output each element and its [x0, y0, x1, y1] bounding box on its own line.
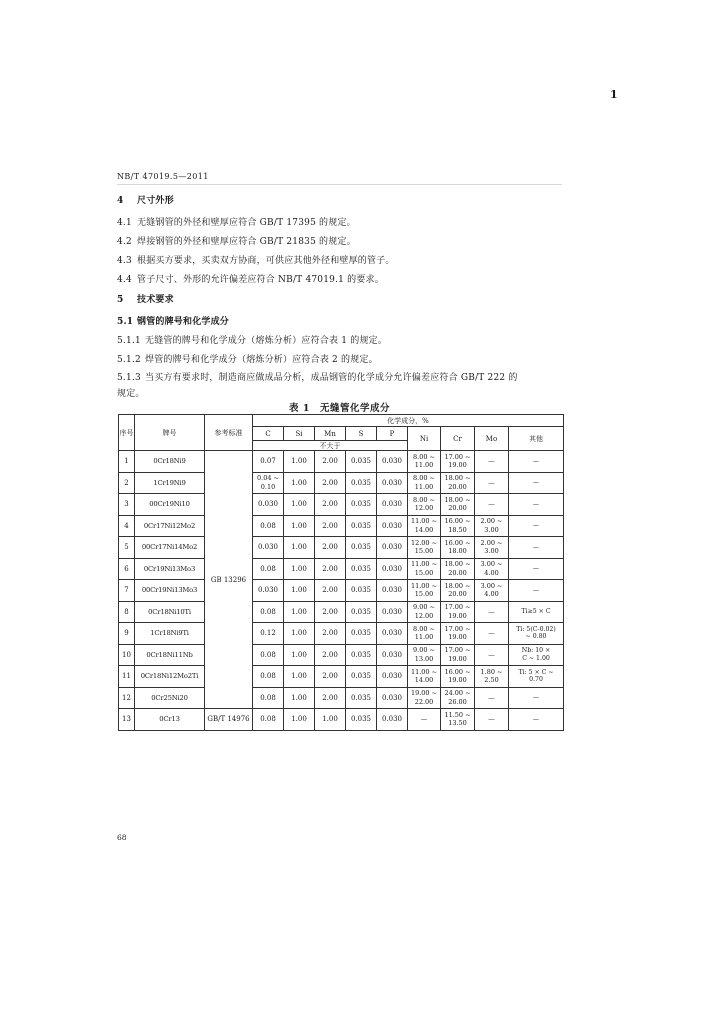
cell-mo-line: 3.00 ~ [480, 581, 503, 590]
table-row [119, 494, 564, 516]
cell-seq: 11 [119, 666, 135, 688]
cell-other [509, 644, 564, 666]
table-row [119, 451, 564, 473]
cell-mo-line: — [488, 650, 495, 659]
cell-mo-line: 3.00 [484, 547, 499, 556]
corner-mark: 1 [610, 88, 618, 101]
cell-cr [441, 666, 475, 688]
cell-s: 0.035 [346, 623, 377, 645]
cell-other [509, 472, 564, 494]
cell-ni [408, 666, 441, 688]
cell-grade: 0Cr17Ni12Mo2 [135, 515, 205, 537]
cell-mo [475, 687, 509, 709]
cell-p: 0.030 [377, 623, 408, 645]
cell-cr-line: 20.00 [448, 482, 467, 491]
clause-text: 焊接钢管的外径和壁厚应符合 GB/T 21835 的规定。 [137, 237, 356, 247]
cell-grade: 0Cr25Ni20 [135, 687, 205, 709]
cell-other-line: — [532, 586, 540, 594]
cell-cr-line: 18.00 [448, 547, 467, 556]
header-not-more-than: 不大于 [253, 441, 408, 451]
cell-cr [441, 601, 475, 623]
cell-cr [441, 451, 475, 473]
cell-seq: 5 [119, 537, 135, 559]
cell-other-line: Nb: 10 × [521, 647, 551, 655]
cell-p: 0.030 [377, 451, 408, 473]
cell-ni-line: 11.00 ~ [410, 517, 438, 526]
cell-ni-line: 15.00 [414, 568, 434, 577]
header-rule [117, 184, 562, 185]
header-ni: Ni [408, 427, 441, 451]
table-row [119, 558, 564, 580]
cell-ni-line: — [420, 715, 428, 723]
cell-ni-line: 11.00 ~ [410, 581, 438, 590]
cell-p: 0.030 [377, 537, 408, 559]
cell-mo-line: — [488, 457, 495, 465]
cell-mn: 2.00 [315, 558, 346, 580]
cell-other [509, 601, 564, 623]
cell-seq: 8 [119, 601, 135, 623]
cell-grade: 1Cr18Ni9Ti [135, 623, 205, 645]
cell-mn: 2.00 [315, 472, 346, 494]
cell-other-line: — [532, 479, 540, 486]
cell-standard: GB/T 14976 [205, 709, 253, 731]
cell-cr [441, 580, 475, 602]
cell-other-line: Ti: 5 × C ~ [518, 668, 554, 676]
cell-ni [408, 494, 441, 516]
cell-ni-line: 14.00 [414, 676, 434, 685]
header-other: 其他 [509, 427, 564, 451]
cell-p: 0.030 [377, 472, 408, 494]
cell-other-line: — [532, 457, 540, 465]
cell-seq: 7 [119, 580, 135, 602]
cell-seq: 1 [119, 451, 135, 473]
clause-number: 5.1.2 [117, 355, 141, 365]
cell-other [509, 451, 564, 473]
cell-mo [475, 623, 509, 645]
cell-cr-line: 16.00 ~ [444, 667, 471, 676]
cell-mn: 2.00 [315, 623, 346, 645]
cell-ni-line: 11.00 [414, 482, 434, 491]
cell-s: 0.035 [346, 601, 377, 623]
cell-cr [441, 472, 475, 494]
chemical-composition-table [118, 414, 564, 731]
cell-si: 1.00 [284, 515, 315, 537]
cell-p: 0.030 [377, 494, 408, 516]
cell-cr-line: 16.00 ~ [444, 517, 471, 526]
cell-si: 1.00 [284, 666, 315, 688]
cell-seq: 4 [119, 515, 135, 537]
cell-ni-line: 9.00 ~ [413, 646, 435, 655]
cell-s: 0.035 [346, 558, 377, 580]
cell-cr-line: 13.50 [448, 719, 467, 728]
cell-si: 1.00 [284, 537, 315, 559]
text-line [117, 314, 229, 327]
cell-mo-line: 3.00 [484, 525, 499, 534]
clause-text: 当买方有要求时，制造商应做成品分析，成品钢管的化学成分允许偏差应符合 GB/T 222 的 [145, 373, 518, 383]
cell-ni-line: 8.00 ~ [413, 474, 435, 483]
cell-ni-line: 19.00 ~ [410, 689, 438, 698]
clause-number: 4 [117, 196, 124, 206]
header-cr: Cr [441, 427, 475, 451]
header-mo: Mo [475, 427, 509, 451]
cell-ni [408, 687, 441, 709]
cell-c: 0.07 [253, 451, 284, 473]
header-seq: 序号 [119, 415, 135, 451]
cell-seq: 3 [119, 494, 135, 516]
cell-mo [475, 537, 509, 559]
cell-cr-line: 17.00 ~ [444, 624, 471, 633]
cell-grade: 0Cr18Ni12Mo2Ti [135, 666, 205, 688]
text-line [117, 193, 174, 206]
cell-cr-line: 20.00 [448, 504, 467, 513]
cell-seq: 2 [119, 472, 135, 494]
cell-si: 1.00 [284, 558, 315, 580]
cell-ni [408, 472, 441, 494]
cell-c: 0.08 [253, 644, 284, 666]
text-line [117, 333, 387, 346]
cell-s: 0.035 [346, 709, 377, 731]
cell-ni-line: 12.00 [414, 504, 434, 513]
text-line [117, 370, 518, 383]
cell-ni [408, 644, 441, 666]
cell-mo-line: — [488, 693, 495, 702]
cell-mo [475, 451, 509, 473]
cell-cr-line: 19.00 [448, 611, 467, 620]
cell-cr-line: 19.00 [448, 654, 467, 663]
clause-number: 4.3 [117, 256, 132, 266]
cell-mo-line: — [488, 629, 495, 637]
cell-c: 0.08 [253, 687, 284, 709]
table-row [119, 666, 564, 688]
cell-mo [475, 472, 509, 494]
cell-mo [475, 601, 509, 623]
text-line [117, 386, 145, 399]
cell-mo [475, 644, 509, 666]
header-mn: Mn [315, 427, 346, 441]
cell-other-line: — [532, 543, 540, 551]
table-row [119, 623, 564, 645]
cell-s: 0.035 [346, 515, 377, 537]
cell-ni-line: 14.00 [414, 525, 434, 534]
cell-c: 0.030 [253, 580, 284, 602]
cell-c: 0.08 [253, 666, 284, 688]
cell-si: 1.00 [284, 580, 315, 602]
cell-cr-line: 19.00 [448, 461, 467, 470]
clause-text: 钢管的牌号和化学成分 [137, 317, 230, 327]
cell-mo-line: 2.00 ~ [480, 517, 503, 526]
cell-p: 0.030 [377, 558, 408, 580]
cell-mo [475, 580, 509, 602]
cell-seq: 13 [119, 709, 135, 731]
cell-c: 0.12 [253, 623, 284, 645]
cell-cr [441, 515, 475, 537]
cell-c: 0.08 [253, 709, 284, 731]
cell-c: 0.030 [253, 494, 284, 516]
clause-number: 5.1.3 [117, 373, 141, 383]
cell-ni-line: 11.00 [414, 633, 434, 642]
header-grade: 牌号 [135, 415, 205, 451]
cell-ni-line: 22.00 [414, 697, 434, 706]
cell-mn: 2.00 [315, 601, 346, 623]
cell-mo-line: 4.00 [484, 568, 499, 577]
cell-ni [408, 601, 441, 623]
cell-other [509, 537, 564, 559]
cell-c [253, 472, 284, 494]
cell-cr [441, 623, 475, 645]
cell-ni [408, 558, 441, 580]
document-header: NB/T 47019.5—2011 [117, 172, 209, 181]
clause-text: 无缝钢管的外径和壁厚应符合 GB/T 17395 的规定。 [137, 218, 356, 228]
cell-ni-line: 11.00 ~ [410, 560, 438, 569]
cell-cr-line: 19.00 [448, 633, 467, 642]
cell-other-line: — [532, 694, 540, 701]
clause-text: 根据买方要求，买卖双方协商，可供应其他外径和壁厚的管子。 [137, 256, 395, 266]
cell-mn: 2.00 [315, 580, 346, 602]
cell-ni-line: 15.00 [414, 590, 434, 599]
cell-mo-line: 4.00 [484, 590, 499, 599]
cell-mo [475, 709, 509, 731]
cell-mn: 2.00 [315, 451, 346, 473]
cell-c: 0.030 [253, 537, 284, 559]
cell-si: 1.00 [284, 451, 315, 473]
cell-ni-line: 11.00 ~ [410, 667, 438, 676]
cell-cr-line: 17.00 ~ [444, 603, 471, 612]
cell-mo [475, 494, 509, 516]
cell-ni [408, 515, 441, 537]
cell-other [509, 558, 564, 580]
cell-grade: 1Cr19Ni9 [135, 472, 205, 494]
header-standard: 参考标准 [205, 415, 253, 451]
header-si: Si [284, 427, 315, 441]
cell-other-line: — [532, 522, 540, 529]
clause-text: 无缝管的牌号和化学成分（熔炼分析）应符合表 1 的规定。 [145, 336, 388, 346]
table-row [119, 709, 564, 731]
cell-s: 0.035 [346, 580, 377, 602]
cell-mo-line: 1.80 ~ [480, 667, 503, 676]
cell-mo [475, 666, 509, 688]
cell-ni-line: 15.00 [414, 547, 434, 556]
cell-seq: 12 [119, 687, 135, 709]
text-line [117, 253, 395, 266]
cell-c-line: 0.04 ~ [257, 474, 279, 483]
clause-number: 5 [117, 295, 124, 305]
cell-cr-line: 20.00 [448, 590, 467, 599]
cell-p: 0.030 [377, 515, 408, 537]
cell-cr-line: 19.00 [448, 676, 467, 685]
cell-mo [475, 515, 509, 537]
table-row [119, 601, 564, 623]
cell-mo-line: 2.00 ~ [480, 538, 503, 547]
cell-ni-line: 8.00 ~ [413, 452, 435, 461]
cell-cr [441, 537, 475, 559]
clause-number: 5.1 [117, 317, 134, 327]
cell-si: 1.00 [284, 601, 315, 623]
cell-other-line: — [532, 500, 540, 508]
cell-s: 0.035 [346, 537, 377, 559]
cell-mo [475, 558, 509, 580]
cell-mo-line: — [488, 500, 495, 508]
header-p: P [377, 427, 408, 441]
cell-s: 0.035 [346, 666, 377, 688]
cell-ni [408, 709, 441, 731]
cell-c: 0.08 [253, 515, 284, 537]
cell-si: 1.00 [284, 687, 315, 709]
page-number: 68 [117, 833, 127, 842]
cell-mn: 2.00 [315, 515, 346, 537]
cell-other [509, 494, 564, 516]
cell-other-line: — [532, 565, 540, 572]
cell-seq: 9 [119, 623, 135, 645]
table-row [119, 515, 564, 537]
cell-grade: 0Cr13 [135, 709, 205, 731]
table-row [119, 644, 564, 666]
cell-cr [441, 494, 475, 516]
cell-s: 0.035 [346, 687, 377, 709]
cell-cr-line: 26.00 [448, 697, 467, 706]
header-c: C [253, 427, 284, 441]
cell-grade: 00Cr17Ni14Mo2 [135, 537, 205, 559]
text-line [117, 215, 356, 228]
clause-text: 尺寸外形 [137, 196, 174, 206]
cell-mn: 2.00 [315, 494, 346, 516]
cell-cr [441, 709, 475, 731]
cell-other-line: C ~ 1.00 [522, 654, 550, 662]
cell-other-line: ~ 0.80 [525, 633, 547, 641]
cell-ni-line: 11.00 [414, 461, 434, 470]
cell-cr-line: 18.00 ~ [444, 495, 471, 504]
cell-other-line: Ti: 5(C-0.02) [516, 625, 556, 633]
cell-cr-line: 18.00 ~ [444, 560, 471, 569]
cell-s: 0.035 [346, 644, 377, 666]
cell-c: 0.08 [253, 558, 284, 580]
cell-cr-line: 18.00 ~ [444, 581, 471, 590]
cell-mo-line: — [488, 607, 495, 616]
cell-mn: 1.00 [315, 709, 346, 731]
cell-ni [408, 580, 441, 602]
cell-c-line: 0.10 [260, 482, 276, 491]
cell-other [509, 515, 564, 537]
cell-ni-line: 8.00 ~ [413, 624, 435, 633]
cell-other [509, 623, 564, 645]
clause-number: 4.4 [117, 275, 132, 285]
cell-other [509, 580, 564, 602]
cell-s: 0.035 [346, 494, 377, 516]
header-composition: 化学成分，% [253, 415, 564, 427]
cell-ni [408, 623, 441, 645]
cell-mo-line: 3.00 ~ [480, 560, 503, 569]
cell-other [509, 666, 564, 688]
cell-si: 1.00 [284, 644, 315, 666]
cell-cr-line: 24.00 ~ [444, 689, 471, 698]
table-row [119, 687, 564, 709]
cell-si: 1.00 [284, 494, 315, 516]
cell-mn: 2.00 [315, 687, 346, 709]
cell-s: 0.035 [346, 451, 377, 473]
text-line [117, 234, 356, 247]
cell-p: 0.030 [377, 644, 408, 666]
table-row [119, 537, 564, 559]
cell-ni-line: 8.00 ~ [413, 495, 435, 504]
cell-mo-line: — [488, 478, 495, 487]
cell-si: 1.00 [284, 623, 315, 645]
clause-text: 管子尺寸、外形的允许偏差应符合 NB/T 47019.1 的要求。 [137, 275, 384, 285]
cell-grade: 00Cr19Ni10 [135, 494, 205, 516]
cell-mo-line: — [488, 715, 495, 723]
cell-p: 0.030 [377, 601, 408, 623]
cell-cr-line: 17.00 ~ [444, 646, 471, 655]
cell-other-line: 0.70 [529, 676, 543, 684]
cell-ni-line: 13.00 [414, 654, 434, 663]
cell-ni-line: 9.00 ~ [413, 603, 435, 612]
cell-ni-line: 12.00 [414, 611, 434, 620]
cell-grade: 00Cr19Ni13Mo3 [135, 580, 205, 602]
cell-cr-line: 17.00 ~ [444, 452, 471, 461]
cell-p: 0.030 [377, 666, 408, 688]
cell-seq: 10 [119, 644, 135, 666]
cell-cr-line: 16.00 ~ [444, 538, 471, 547]
cell-other [509, 687, 564, 709]
clause-text: 技术要求 [137, 295, 174, 305]
cell-grade: 0Cr18Ni11Nb [135, 644, 205, 666]
cell-si: 1.00 [284, 709, 315, 731]
clause-number: 4.1 [117, 218, 132, 228]
cell-mn: 2.00 [315, 666, 346, 688]
cell-other [509, 709, 564, 731]
cell-cr [441, 644, 475, 666]
cell-p: 0.030 [377, 580, 408, 602]
cell-si: 1.00 [284, 472, 315, 494]
table-row [119, 580, 564, 602]
cell-p: 0.030 [377, 687, 408, 709]
cell-other-line: — [532, 715, 540, 723]
cell-cr-line: 18.50 [448, 525, 467, 534]
text-line [117, 352, 378, 365]
table-row [119, 472, 564, 494]
cell-cr-line: 18.00 ~ [444, 474, 471, 483]
cell-standard: GB 13296 [205, 451, 253, 709]
clause-text: 规定。 [117, 389, 145, 399]
table-title: 表 1 无缝管化学成分 [289, 403, 390, 414]
cell-grade: 0Cr19Ni13Mo3 [135, 558, 205, 580]
cell-p: 0.030 [377, 709, 408, 731]
cell-mn: 2.00 [315, 644, 346, 666]
clause-text: 焊管的牌号和化学成分（熔炼分析）应符合表 2 的规定。 [145, 355, 378, 365]
cell-ni [408, 537, 441, 559]
text-line [117, 292, 174, 305]
cell-cr [441, 558, 475, 580]
cell-s: 0.035 [346, 472, 377, 494]
cell-ni-line: 12.00 ~ [410, 538, 438, 547]
cell-other-line: Ti≥5 × C [521, 608, 551, 615]
clause-number: 4.2 [117, 237, 132, 247]
cell-mn: 2.00 [315, 537, 346, 559]
cell-grade: 0Cr18Ni9 [135, 451, 205, 473]
cell-grade: 0Cr18Ni10Ti [135, 601, 205, 623]
cell-mo-line: 2.50 [484, 676, 499, 685]
cell-seq: 6 [119, 558, 135, 580]
cell-cr-line: 11.50 ~ [444, 710, 471, 719]
cell-c: 0.08 [253, 601, 284, 623]
cell-ni [408, 451, 441, 473]
header-s: S [346, 427, 377, 441]
clause-number: 5.1.1 [117, 336, 141, 346]
cell-cr [441, 687, 475, 709]
cell-cr-line: 20.00 [448, 568, 467, 577]
text-line [117, 272, 384, 285]
